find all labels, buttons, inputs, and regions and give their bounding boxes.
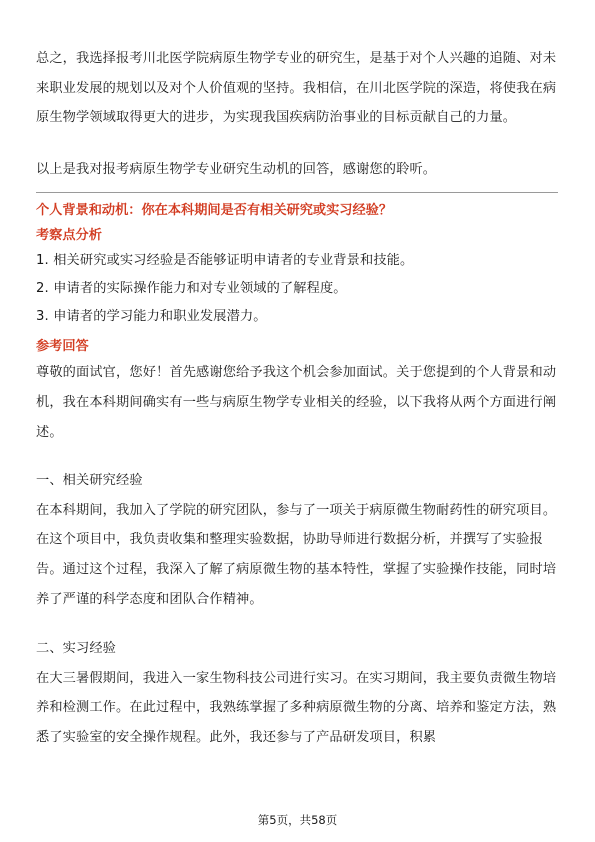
closing-paragraph: 以上是我对报考病原生物学专业研究生动机的回答，感谢您的聆听。 xyxy=(36,161,437,177)
document-page xyxy=(36,44,558,753)
analysis-item: 1. 相关研究或实习经验是否能够证明申请者的专业背景和技能。 xyxy=(36,253,414,269)
analysis-item: 3. 申请者的学习能力和职业发展潜力。 xyxy=(36,309,267,325)
section2-heading: 二、实习经验 xyxy=(36,641,117,657)
section-divider xyxy=(36,192,558,193)
answer-intro: 尊敬的面试官，您好！首先感谢您给予我这个机会参加面试。关于您提到的个人背景和动机，我在本科期间确实有一些与病原生物学专业相关的经验，以下我将从两个方面进行阐述。 xyxy=(36,365,557,440)
page-footer: 第5页，共58页 xyxy=(257,813,338,827)
section1-heading: 一、相关研究经验 xyxy=(36,473,143,489)
answer-label: 参考回答 xyxy=(36,339,89,355)
section2-body: 在大三暑假期间，我进入一家生物科技公司进行实习。在实习期间，我主要负责微生物培养和检测工作。在此过程中，我熟练掌握了多种病原微生物的分离、培养和鉴定方法，熟悉了实验室的安全操作规程。此外，我还参与了产品研发项目，积累 xyxy=(36,670,557,745)
analysis-item: 2. 申请者的实际操作能力和对专业领域的了解程度。 xyxy=(36,281,347,297)
analysis-label: 考察点分析 xyxy=(36,228,102,244)
conclusion-paragraph: 总之，我选择报考川北医学院病原生物学专业的研究生，是基于对个人兴趣的追随、对未来职业发展的规划以及对个人价值观的坚持。我相信，在川北医学院的深造，将使我在病原生物学领域取得更大的进步，为实现我国疾病防治事业的目标贡献自己的力量。 xyxy=(36,51,557,126)
interview-question: 个人背景和动机：你在本科期间是否有相关研究或实习经验？ xyxy=(36,203,393,219)
section1-body: 在本科期间，我加入了学院的研究团队，参与了一项关于病原微生物耐药性的研究项目。在这个项目中，我负责收集和整理实验数据，协助导师进行数据分析，并撰写了实验报告。通过这个过程，我深入了解了病原微生物的基本特性，掌握了实验操作技能，同时培养了严谨的科学态度和团队合作精神。 xyxy=(36,502,557,607)
